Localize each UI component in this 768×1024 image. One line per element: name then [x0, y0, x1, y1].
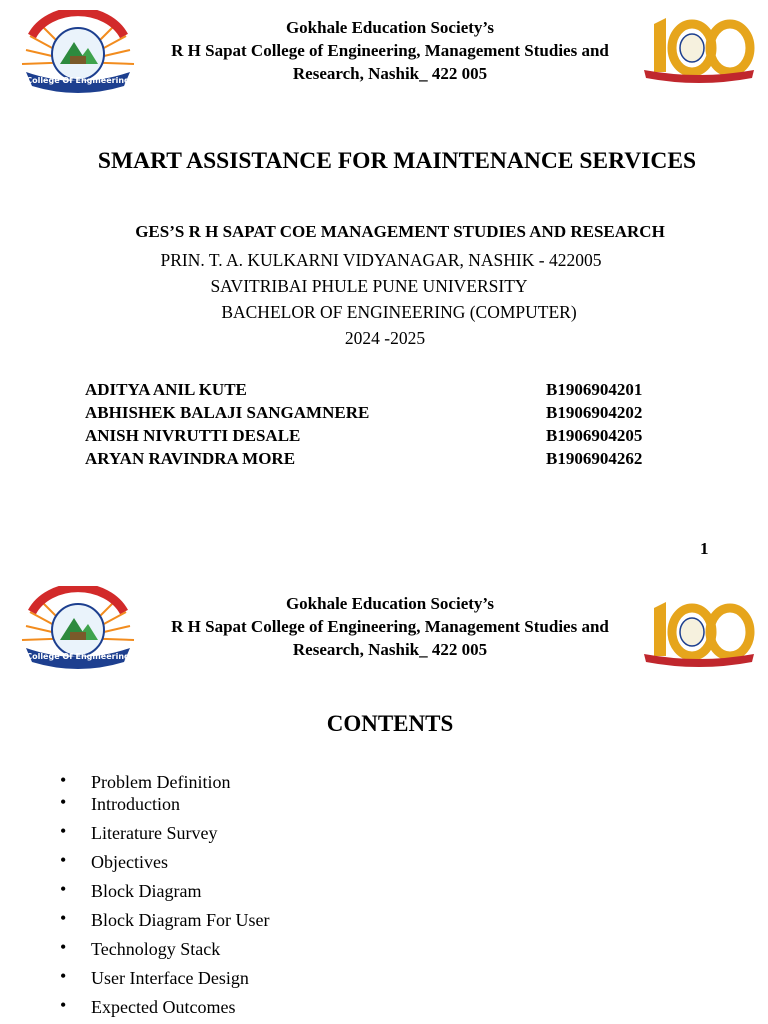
header-location: Research, Nashik_ 422 005	[292, 640, 488, 659]
list-item-label: Block Diagram For User	[91, 910, 270, 930]
academic-year: 2024 -2025	[344, 328, 426, 348]
list-item-label: Problem Definition	[91, 772, 231, 792]
student-row	[85, 426, 685, 449]
bullet-icon: •	[60, 966, 67, 986]
college-emblem-icon	[18, 10, 138, 94]
student-row	[85, 449, 685, 472]
college-header	[140, 592, 640, 661]
list-item-label: User Interface Design	[91, 968, 249, 988]
bullet-icon: •	[60, 908, 67, 928]
centenary-logo-icon	[640, 598, 758, 670]
header-college: R H Sapat College of Engineering, Management Studies and	[171, 617, 609, 636]
svg-text:College Of Engineering: College Of Engineering	[26, 76, 130, 85]
bullet-icon: •	[60, 995, 67, 1015]
student-name: ANISH NIVRUTTI DESALE	[85, 426, 301, 445]
college-emblem-icon	[18, 586, 138, 670]
list-item-label: Introduction	[91, 794, 180, 814]
list-item-label: Technology Stack	[91, 939, 221, 959]
student-row	[85, 380, 685, 403]
list-item-label: Expected Outcomes	[91, 997, 236, 1017]
student-name: ABHISHEK BALAJI SANGAMNERE	[85, 403, 370, 422]
bullet-icon: •	[60, 770, 67, 790]
contents-slide	[0, 576, 768, 1024]
header-college: R H Sapat College of Engineering, Management Studies and	[171, 41, 609, 60]
institution-name: GES’S R H SAPAT COE MANAGEMENT STUDIES AND RESEARCH	[135, 222, 665, 241]
contents-heading: CONTENTS	[326, 711, 454, 736]
degree: BACHELOR OF ENGINEERING (COMPUTER)	[221, 302, 577, 322]
university-name: SAVITRIBAI PHULE PUNE UNIVERSITY	[210, 276, 528, 296]
centenary-logo-icon	[640, 14, 758, 86]
bullet-icon: •	[60, 937, 67, 957]
page-number: 1	[700, 539, 709, 558]
list-item-label: Literature Survey	[91, 823, 218, 843]
header-society: Gokhale Education Society’s	[285, 594, 495, 613]
project-title: SMART ASSISTANCE FOR MAINTENANCE SERVICES	[97, 148, 697, 174]
student-row	[85, 403, 685, 426]
bullet-icon: •	[60, 879, 67, 899]
list-item-label: Objectives	[91, 852, 168, 872]
list-item-label: Block Diagram	[91, 881, 202, 901]
address: PRIN. T. A. KULKARNI VIDYANAGAR, NASHIK - 422005	[160, 250, 602, 270]
college-header	[140, 16, 640, 85]
bullet-icon: •	[60, 850, 67, 870]
student-roll: B1906904205	[546, 426, 643, 445]
student-name: ADITYA ANIL KUTE	[85, 380, 247, 399]
student-name: ARYAN RAVINDRA MORE	[85, 449, 296, 468]
bullet-icon: •	[60, 792, 67, 812]
header-society: Gokhale Education Society’s	[285, 18, 495, 37]
header-location: Research, Nashik_ 422 005	[292, 64, 488, 83]
svg-text:College Of Engineering: College Of Engineering	[26, 652, 130, 661]
bullet-icon: •	[60, 821, 67, 841]
student-roll: B1906904201	[546, 380, 643, 399]
student-roll: B1906904202	[546, 403, 643, 422]
student-roll: B1906904262	[546, 449, 643, 468]
